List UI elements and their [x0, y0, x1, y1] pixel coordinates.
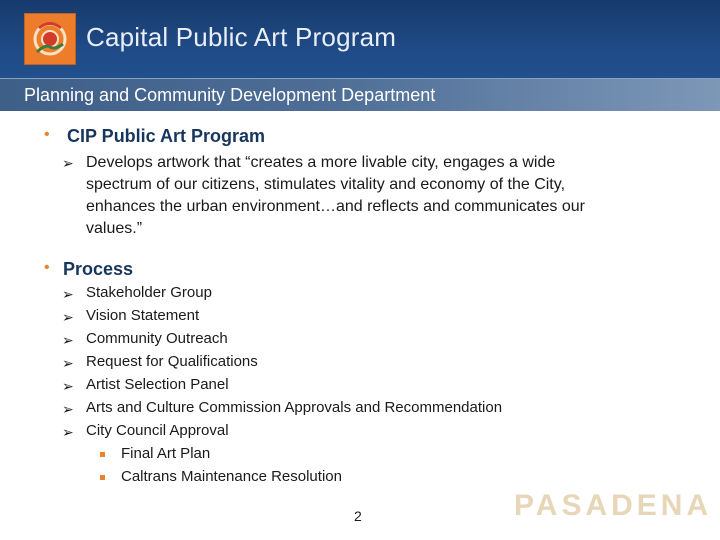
process-subitem-label: Final Art Plan — [121, 445, 211, 462]
arrow-bullet-icon: ➢ — [62, 332, 74, 348]
square-bullet-icon — [100, 452, 105, 457]
square-bullet-icon — [100, 475, 105, 480]
cip-description-line: Develops artwork that “creates a more livable city, engages a wide — [86, 154, 556, 171]
cip-description — [86, 152, 585, 240]
arrow-bullet-icon: ➢ — [62, 155, 74, 171]
page-number: 2 — [354, 508, 362, 524]
process-item-label: Arts and Culture Commission Approvals and Recommendation — [86, 399, 503, 416]
bullet-dot-icon: • — [44, 126, 50, 143]
arrow-bullet-icon: ➢ — [62, 286, 74, 302]
arrow-bullet-icon: ➢ — [62, 309, 74, 325]
process-item-label: City Council Approval — [86, 422, 229, 439]
slide-title: Capital Public Art Program — [86, 22, 397, 52]
process-item-label: Request for Qualifications — [86, 353, 258, 370]
cip-description-line: values.” — [86, 220, 143, 237]
process-item-label: Artist Selection Panel — [86, 376, 229, 393]
process-item-label: Stakeholder Group — [86, 284, 212, 301]
cip-description-line: enhances the urban environment…and reflects and communicates our — [86, 198, 585, 215]
arrow-bullet-icon: ➢ — [62, 355, 74, 371]
cip-description-line: spectrum of our citizens, stimulates vitality and economy of the City, — [86, 176, 566, 193]
arrow-bullet-icon: ➢ — [62, 424, 74, 440]
bullet-dot-icon: • — [44, 259, 50, 276]
pasadena-wordmark: PASADENA — [514, 489, 713, 522]
arrow-bullet-icon: ➢ — [62, 401, 74, 417]
process-item-label: Community Outreach — [86, 330, 228, 347]
section-heading-cip: CIP Public Art Program — [67, 126, 266, 146]
arrow-bullet-icon: ➢ — [62, 378, 74, 394]
process-subitem-label: Caltrans Maintenance Resolution — [121, 468, 342, 485]
rose-logo-icon — [24, 13, 76, 65]
department-banner — [0, 78, 720, 111]
section-heading-process: Process — [63, 259, 134, 279]
department-subtitle: Planning and Community Development Department — [24, 85, 436, 105]
title-bar — [0, 0, 720, 78]
process-item-label: Vision Statement — [86, 307, 200, 324]
rose-logo-graphic — [25, 14, 75, 64]
